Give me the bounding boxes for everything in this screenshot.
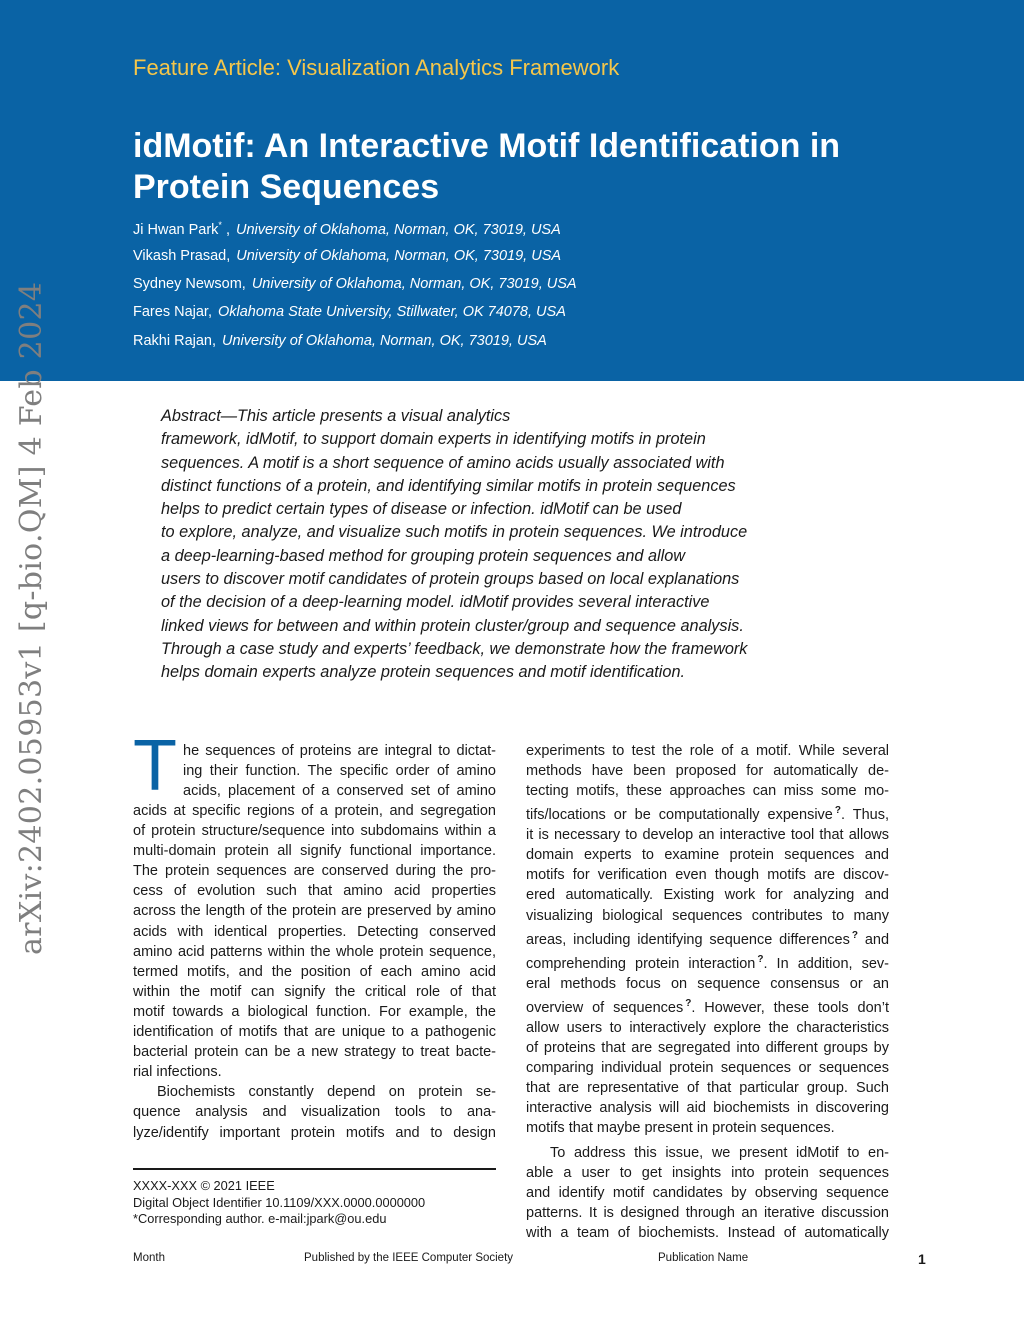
- copyright-notice: XXXX-XXX © 2021 IEEE: [133, 1178, 275, 1193]
- page-number: 1: [918, 1251, 926, 1267]
- body-line: of protein structure/sequence into subdomains within a: [133, 823, 496, 840]
- body-line: and identify motif candidates by observing sequence: [526, 1185, 889, 1202]
- doi-notice: Digital Object Identifier 10.1109/XXX.0000.0000000: [133, 1194, 426, 1210]
- citation-mark: ?: [851, 929, 858, 941]
- body-line: interactive analysis will aid biochemists in discovering: [526, 1099, 889, 1116]
- author-entry: [133, 333, 547, 349]
- body-line: motifs for verification even though motifs are discov-: [526, 867, 889, 884]
- body-text: and: [864, 931, 890, 948]
- abstract-line: a deep-learning-based method for grouping protein sequences and allow: [161, 546, 686, 565]
- footnote-rule: [133, 1168, 496, 1170]
- author-entry: [133, 248, 561, 264]
- body-text: . In addition, sev-: [763, 955, 890, 972]
- body-line: allow users to interactively explore the characteristics: [526, 1019, 889, 1036]
- body-line: able a user to get insights into protein sequences: [526, 1165, 889, 1182]
- body-line: cess of evolution such that amino acid properties: [133, 883, 496, 900]
- author-name: Ji Hwan Park: [133, 221, 219, 238]
- body-line: lyze/identify important protein motifs and to design: [133, 1124, 496, 1141]
- author-affiliation: University of Oklahoma, Norman, OK, 73019, USA: [251, 276, 577, 292]
- article-title: [133, 126, 953, 208]
- abstract-line: users to discover motif candidates of protein groups based on local explanations: [161, 570, 740, 589]
- body-text: areas, including identifying sequence differences: [526, 931, 850, 948]
- author-affiliation: Oklahoma State University, Stillwater, OK 74078, USA: [217, 304, 566, 320]
- title-line-2: Protein Sequences: [133, 168, 440, 206]
- body-line: experiments to test the role of a motif. While several: [526, 743, 889, 759]
- body-line: tecting motifs, these approaches can miss some mo-: [526, 783, 889, 800]
- author-entry: [133, 304, 566, 320]
- author-name: Fares Najar,: [133, 304, 212, 320]
- author-name: Rakhi Rajan,: [133, 333, 217, 349]
- footer-month: Month: [133, 1252, 165, 1264]
- body-line: acids, placement of a conserved set of amino: [183, 783, 496, 800]
- left-column-intro: [183, 741, 496, 801]
- left-column-body: [133, 801, 496, 1143]
- abstract-line: distinct functions of a protein, and identifying similar motifs in protein sequences: [161, 476, 736, 495]
- abstract-line: helps domain experts analyze protein sequences and motif identification.: [161, 663, 686, 682]
- body-line: visualizing biological sequences contributes to many: [526, 907, 889, 924]
- title-line-1: idMotif: An Interactive Motif Identification in: [133, 127, 841, 165]
- body-line: motifs that maybe present in protein sequences.: [526, 1120, 835, 1136]
- body-line: Biochemists constantly depend on protein se-: [157, 1084, 496, 1101]
- body-line: ing their function. The specific order of amino: [183, 763, 496, 780]
- corresponding-author-note: *Corresponding author. e-mail:jpark@ou.edu: [133, 1211, 387, 1226]
- body-line: multi-domain protein all signify functional importance.: [133, 843, 496, 860]
- citation-mark: ?: [757, 953, 764, 965]
- arxiv-stamp: arXiv:2402.05953v1 [q-bio.QM] 4 Feb 2024: [14, 281, 49, 955]
- body-text: . Thus,: [840, 807, 889, 824]
- body-text: comprehending protein interaction: [526, 955, 756, 972]
- section-kicker: Feature Article: Visualization Analytics Framework: [133, 55, 620, 80]
- body-line: The protein sequences are conserved during the pro-: [133, 863, 496, 880]
- body-line: acids with identical properties. Detecting conserved: [133, 923, 496, 940]
- body-line: rial infections.: [133, 1064, 222, 1081]
- right-column-body: [526, 741, 889, 1244]
- body-line: ered automatically. Existing work for analyzing and: [526, 887, 889, 904]
- body-line: methods have been proposed for automatically de-: [526, 763, 889, 780]
- author-affiliation: University of Oklahoma, Norman, OK, 73019, USA: [222, 333, 547, 349]
- footnote: [133, 1178, 425, 1228]
- corresponding-mark: *: [218, 220, 222, 230]
- body-text: overview of sequences: [526, 999, 684, 1016]
- author-entry: [133, 276, 577, 292]
- footer-publisher: Published by the IEEE Computer Society: [304, 1252, 514, 1264]
- body-text: . However, these tools don’t: [691, 999, 889, 1016]
- body-line: acids at specific regions of a protein, and segregation: [133, 803, 496, 819]
- abstract-line: of the decision of a deep-learning model. idMotif provides several interactive: [161, 593, 710, 612]
- abstract-line: Abstract—This article presents a visual analytics: [161, 407, 511, 425]
- body-line: [526, 926, 889, 950]
- body-line: identification of motifs that are unique to a pathogenic: [133, 1024, 496, 1041]
- body-line: of proteins that are segregated into different groups by: [526, 1039, 889, 1056]
- author-name: Sydney Newsom,: [133, 276, 246, 292]
- footer-publication: Publication Name: [658, 1252, 749, 1264]
- body-text: tifs/locations or be computationally expensive: [526, 807, 833, 824]
- abstract-line: Through a case study and experts’ feedback, we demonstrate how the framework: [161, 639, 748, 658]
- body-line: To address this issue, we present idMotif to en-: [550, 1145, 889, 1162]
- body-line: amino acid patterns within the whole protein sequence,: [133, 943, 496, 960]
- body-line: patterns. It is designed through an iterative discussion: [526, 1205, 889, 1222]
- author-name: Vikash Prasad,: [133, 248, 231, 264]
- citation-mark: ?: [685, 997, 692, 1009]
- abstract-line: to explore, analyze, and visualize such motifs in protein sequences. We introduce: [161, 523, 748, 542]
- body-line: bacterial protein can be a new strategy to treat bacte-: [133, 1044, 496, 1061]
- body-line: [526, 994, 889, 1018]
- body-line: within the motif can signify the critical role of that: [133, 983, 496, 1000]
- body-line: termed motifs, and the position of each amino acid: [133, 963, 496, 980]
- abstract-line: helps to predict certain types of disease or infection. idMotif can be used: [161, 500, 682, 519]
- abstract-line: sequences. A motif is a short sequence of amino acids usually associated with: [161, 453, 725, 472]
- body-line: domain experts to examine protein sequences and: [526, 847, 889, 864]
- body-line: that are representative of that particular group. Such: [526, 1079, 889, 1096]
- author-entry: [133, 220, 561, 238]
- author-separator: ,: [221, 221, 230, 238]
- body-line: [526, 801, 889, 825]
- drop-cap: T: [133, 726, 177, 806]
- body-line: [526, 950, 889, 974]
- author-affiliation: University of Oklahoma, Norman, OK, 73019, USA: [236, 221, 561, 238]
- body-line: quence analysis and visualization tools to ana-: [133, 1104, 496, 1121]
- abstract-line: framework, idMotif, to support domain experts in identifying motifs in protein: [161, 430, 706, 449]
- body-line: eral methods focus on sequence consensus or an: [526, 975, 889, 992]
- body-line: across the length of the protein are preserved by amino: [133, 903, 496, 920]
- body-line: it is necessary to develop an interactive tool that allows: [526, 827, 889, 844]
- abstract-line: linked views for between and within protein cluster/group and sequence analysis.: [161, 616, 744, 635]
- body-line: with a team of biochemists. Instead of automatically: [526, 1225, 889, 1242]
- citation-mark: ?: [834, 805, 841, 817]
- body-line: motif towards a biological function. For example, the: [133, 1003, 496, 1020]
- body-line: he sequences of proteins are integral to dictat-: [183, 743, 496, 759]
- body-line: comparing individual protein sequences or sequences: [526, 1059, 889, 1076]
- author-affiliation: University of Oklahoma, Norman, OK, 73019, USA: [236, 248, 562, 264]
- abstract: [161, 405, 781, 685]
